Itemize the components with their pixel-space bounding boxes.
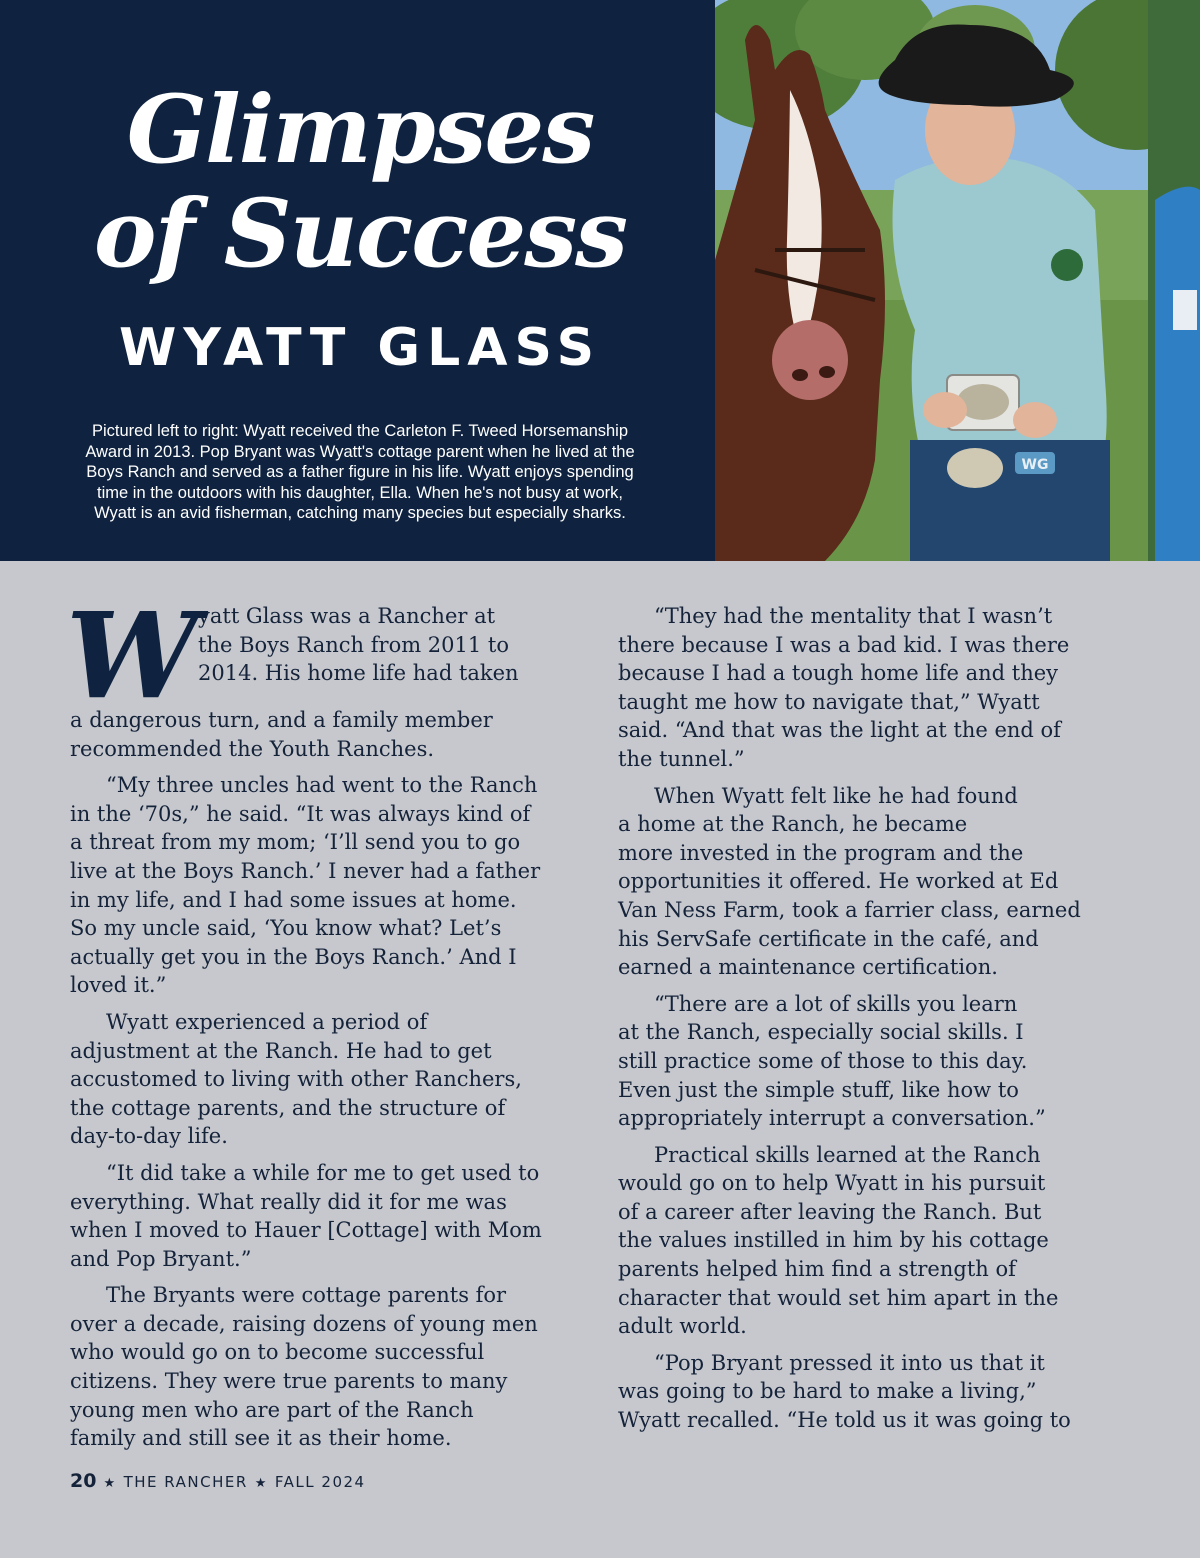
- article-line: was going to be hard to make a living,”: [618, 1379, 1037, 1404]
- article-line: The Bryants were cottage parents for: [106, 1283, 507, 1308]
- article-line: character that would set him apart in the: [618, 1285, 1059, 1310]
- article-line: parents helped him find a strength of: [618, 1257, 1016, 1282]
- title-line-1: Glimpses: [126, 75, 594, 185]
- caption-line: time in the outdoors with his daughter, Ella. When he's not busy at work,: [97, 483, 623, 502]
- article-line: his ServSafe certificate in the café, and: [618, 926, 1039, 951]
- article-line: everything. What really did it for me was: [70, 1189, 507, 1214]
- article-line: when I moved to Hauer [Cottage] with Mom: [70, 1218, 542, 1243]
- article-line: in the ‘70s,” he said. “It was always kind of: [70, 801, 531, 826]
- article-line: and Pop Bryant.”: [70, 1246, 252, 1271]
- article-paragraph: [618, 1141, 1130, 1341]
- article-paragraph: [618, 990, 1130, 1133]
- star-icon: ★: [103, 1476, 117, 1491]
- article-line: more invested in the program and the: [618, 840, 1024, 865]
- article-line: Van Ness Farm, took a farrier class, earned: [618, 897, 1081, 922]
- article-column-right: [618, 602, 1130, 1443]
- caption-line: Pictured left to right: Wyatt received the Carleton F. Tweed Horsemanship: [91, 422, 629, 440]
- article-paragraph: [70, 1281, 582, 1453]
- article-line: live at the Boys Ranch.’ I never had a father: [70, 858, 541, 883]
- drop-cap: W: [66, 586, 199, 725]
- article-line: accustomed to living with other Ranchers,: [70, 1067, 522, 1092]
- article-line: there because I was a bad kid. I was there: [618, 632, 1070, 657]
- article-line: because I had a tough home life and they: [618, 661, 1059, 686]
- article-line: who would go on to become successful: [70, 1340, 485, 1365]
- article-line: actually get you in the Boys Ranch.’ And I: [70, 944, 517, 969]
- article-paragraph: [70, 771, 582, 1000]
- photo-caption: [80, 421, 640, 524]
- article-line: “They had the mentality that I wasn’t: [654, 604, 1053, 628]
- article-line: the cottage parents, and the structure of: [70, 1095, 506, 1120]
- caption-line: Wyatt is an avid fisherman, catching many species but especially sharks.: [94, 504, 626, 522]
- article-line: family and still see it as their home.: [70, 1426, 452, 1451]
- article-line: Even just the simple stuff, like how to: [618, 1077, 1019, 1102]
- article-line: in my life, and I had some issues at home.: [70, 887, 517, 912]
- title-line-2: of Success: [93, 179, 627, 289]
- article-line: over a decade, raising dozens of young men: [70, 1311, 538, 1336]
- article-line: “It did take a while for me to get used to: [106, 1160, 540, 1185]
- page-title: [40, 75, 680, 289]
- article-line: citizens. They were true parents to many: [70, 1369, 508, 1394]
- article-line: Practical skills learned at the Ranch: [654, 1142, 1041, 1167]
- page-number: 20: [70, 1470, 97, 1492]
- article-line: So my uncle said, ‘You know what? Let’s: [70, 916, 502, 941]
- article-line: “My three uncles had went to the Ranch: [106, 773, 538, 798]
- article-paragraph: [618, 1349, 1130, 1435]
- buckle-text: WG: [1021, 457, 1049, 473]
- article-line: When Wyatt felt like he had found: [654, 783, 1018, 808]
- article-line: still practice some of those to this day.: [618, 1048, 1028, 1073]
- article-paragraph: [66, 586, 582, 763]
- caption-line: Boys Ranch and served as a father figure in his life. Wyatt enjoys spending: [86, 463, 634, 481]
- article-line: Wyatt recalled. “He told us it was going to: [618, 1408, 1071, 1433]
- article-line: earned a maintenance certification.: [618, 955, 998, 980]
- article-line: the values instilled in him by his cottage: [618, 1228, 1049, 1253]
- article-line: a threat from my mom; ‘I’ll send you to go: [70, 830, 521, 855]
- article-line: 2014. His home life had taken: [198, 661, 519, 686]
- article-line: yatt Glass was a Rancher at: [198, 604, 496, 628]
- article-line: young men who are part of the Ranch: [70, 1397, 474, 1422]
- publication-name: THE RANCHER: [123, 1473, 248, 1491]
- issue-label: FALL 2024: [274, 1473, 366, 1491]
- caption-line: Award in 2013. Pop Bryant was Wyatt's cottage parent when he lived at the: [85, 442, 635, 461]
- star-icon: ★: [254, 1476, 268, 1491]
- article-line: would go on to help Wyatt in his pursuit: [618, 1171, 1046, 1196]
- article-line: “There are a lot of skills you learn: [654, 991, 1018, 1016]
- article-line: said. “And that was the light at the end of: [618, 718, 1061, 743]
- article-line: Wyatt experienced a period of: [106, 1009, 428, 1034]
- header-panel: [0, 0, 715, 561]
- article-paragraph: [70, 1159, 582, 1273]
- subject-name: WYATT GLASS: [118, 318, 602, 378]
- article-line: a home at the Ranch, he became: [618, 812, 968, 837]
- article-line: adjustment at the Ranch. He had to get: [70, 1038, 492, 1063]
- article-line: “Pop Bryant pressed it into us that it: [654, 1350, 1045, 1375]
- article-line: opportunities it offered. He worked at Ed: [618, 869, 1059, 894]
- page-footer: [70, 1470, 366, 1492]
- article-paragraph: [618, 782, 1130, 982]
- photo-wyatt-with-horse-icon: [715, 0, 1200, 561]
- article-line: the tunnel.”: [618, 746, 745, 771]
- article-line: appropriately interrupt a conversation.”: [618, 1106, 1046, 1131]
- article-paragraph: [70, 1008, 582, 1151]
- article-line: adult world.: [618, 1314, 747, 1339]
- article-line: of a career after leaving the Ranch. But: [618, 1199, 1042, 1224]
- article-line: loved it.”: [70, 973, 167, 998]
- article-line: at the Ranch, especially social skills. I: [618, 1020, 1024, 1045]
- article-line: the Boys Ranch from 2011 to: [198, 632, 510, 657]
- article-line: recommended the Youth Ranches.: [70, 736, 435, 761]
- article-line: a dangerous turn, and a family member: [70, 708, 493, 732]
- article-paragraph: [618, 602, 1130, 774]
- article-column-left: [66, 586, 582, 1461]
- feature-photo: [715, 0, 1200, 561]
- article-line: day-to-day life.: [70, 1124, 228, 1149]
- article-line: taught me how to navigate that,” Wyatt: [618, 689, 1040, 714]
